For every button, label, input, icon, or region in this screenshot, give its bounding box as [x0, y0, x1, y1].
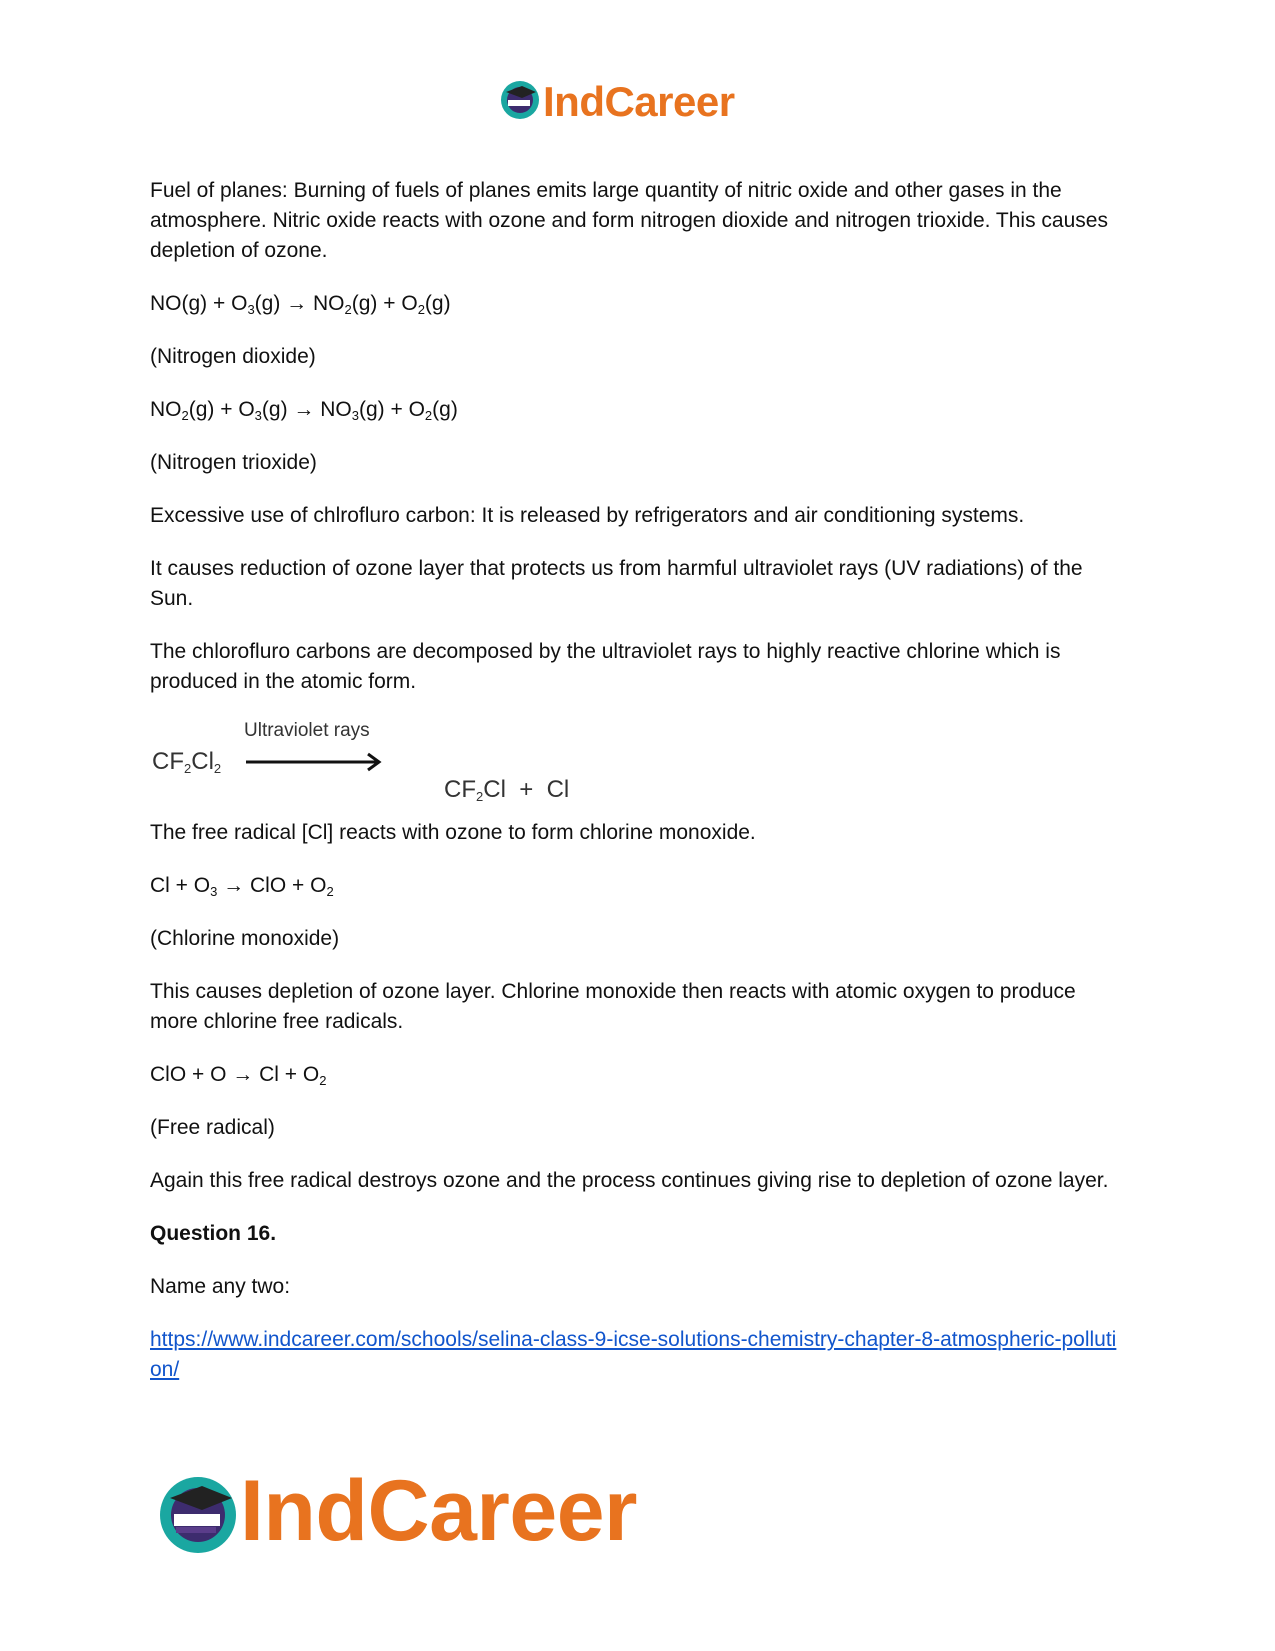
equation-label: (Nitrogen trioxide) [150, 451, 317, 474]
paragraph: Name any two: [150, 1275, 291, 1298]
paragraph: Fuel of planes: Burning of fuels of planes emits large quantity of nitric oxide and other gases in the atmosphere. Nitric oxide reacts with ozone and form nitrogen dioxide and nitrogen trioxide. This causes depletion of ozone. [150, 179, 1108, 262]
equation-no-ozone: $NO(g) + O_3(g) \to NO_2(g) + O_2(g)$ [150, 292, 451, 317]
equation-label: (Free radical) [150, 1116, 275, 1139]
header-logo [500, 80, 775, 128]
equation-label: (Nitrogen dioxide) [150, 345, 316, 368]
reaction-arrow-icon [246, 752, 386, 772]
footer-brand: IndCareer [240, 1463, 637, 1559]
equation-no2-ozone: $NO_2(g) + O_3(g) \to NO_3(g) + O_2(g)$ [150, 398, 458, 423]
paragraph: Excessive use of chlrofluro carbon: It is released by refrigerators and air conditioning systems. [150, 504, 1025, 527]
document-body [150, 176, 1125, 1408]
source-link[interactable]: https://www.indcareer.com/schools/selina-class-9-icse-solutions-chemistry-chapter-8-atmospheric-pollution/ [150, 1328, 1117, 1381]
equation-label: (Chlorine monoxide) [150, 927, 340, 950]
footer-logo [158, 1463, 698, 1560]
arrow-label: Ultraviolet rays [244, 720, 370, 741]
paragraph: Again this free radical destroys ozone and the process continues giving rise to depletion of ozone layer. [150, 1169, 1109, 1192]
reactant: $CF_2Cl_2$ [152, 748, 222, 776]
cfc-reaction-diagram [152, 720, 1125, 804]
paragraph: It causes reduction of ozone layer that protects us from harmful ultraviolet rays (UV radiations) of the Sun. [150, 557, 1083, 610]
paragraph: The free radical [Cl] reacts with ozone to form chlorine monoxide. [150, 821, 756, 844]
paragraph: The chlorofluro carbons are decomposed by the ultraviolet rays to highly reactive chlorine which is produced in the atomic form. [150, 640, 1061, 693]
header-brand: IndCareer [543, 78, 735, 125]
products: $CF_2Cl + Cl$ [444, 776, 570, 804]
logo-icon [158, 1470, 248, 1560]
paragraph: This causes depletion of ozone layer. Chlorine monoxide then reacts with atomic oxygen to produce more chlorine free radicals. [150, 980, 1076, 1033]
equation-clo-oxygen: ClO + $O \to Cl + O_2$ [150, 1063, 327, 1088]
equation-cl-ozone: $Cl + O_3$ → ClO + $O_2$ [150, 874, 334, 899]
question-title: Question 16. [150, 1222, 277, 1245]
